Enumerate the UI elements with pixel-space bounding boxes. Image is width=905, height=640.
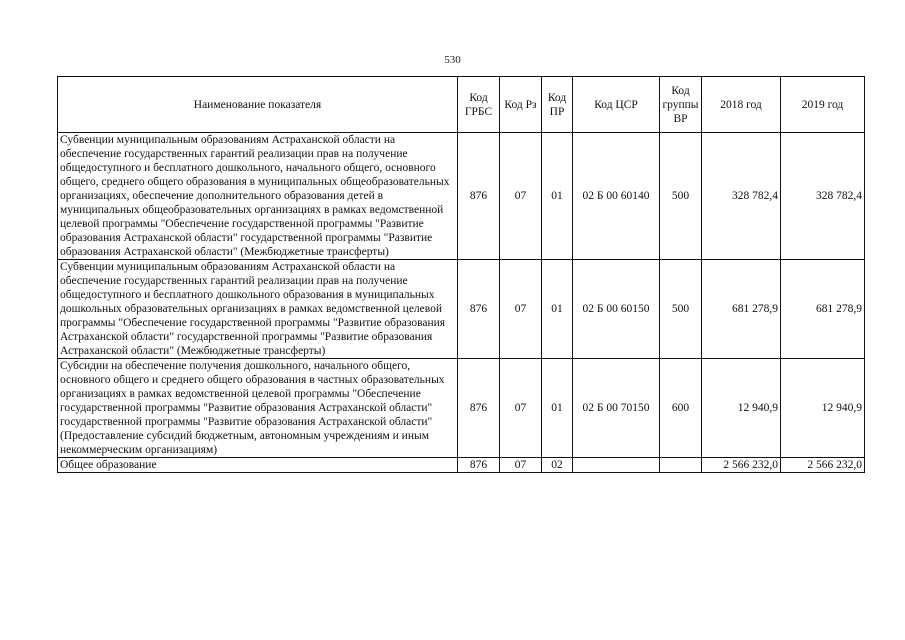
row-vr: 500 (660, 260, 702, 359)
row-2019: 12 940,9 (781, 359, 865, 458)
row-rz: 07 (500, 133, 542, 260)
row-2019: 2 566 232,0 (781, 458, 865, 473)
header-2019: 2019 год (781, 77, 865, 133)
row-2019: 328 782,4 (781, 133, 865, 260)
row-pr: 01 (542, 359, 573, 458)
row-name: Общее образование (58, 458, 458, 473)
row-2018: 681 278,9 (702, 260, 781, 359)
header-2018: 2018 год (702, 77, 781, 133)
row-grbs: 876 (458, 260, 500, 359)
table-header-row (58, 77, 865, 133)
row-2018: 12 940,9 (702, 359, 781, 458)
budget-table (57, 76, 865, 473)
row-name: Субвенции муниципальным образованиям Астраханской области на обеспечение государственных гарантий реализации прав на получение общедоступного и бесплатного дошкольного образования в муниципальных дошкольных образовательных организациях в рамках ведомственной целевой программы "Обеспечение государственной программы "Развитие образования Астраханской области" государственной программы "Развитие образования Астраханской области" (Межбюджетные трансферты) (58, 260, 458, 359)
row-grbs: 876 (458, 458, 500, 473)
header-csr: Код ЦСР (573, 77, 660, 133)
row-csr: 02 Б 00 70150 (573, 359, 660, 458)
header-grbs: Код ГРБС (458, 77, 500, 133)
row-vr: 600 (660, 359, 702, 458)
row-grbs: 876 (458, 359, 500, 458)
row-vr: 500 (660, 133, 702, 260)
row-pr: 01 (542, 260, 573, 359)
header-name: Наименование показателя (58, 77, 458, 133)
header-vr: Код группы ВР (660, 77, 702, 133)
table-row (58, 133, 865, 260)
row-csr (573, 458, 660, 473)
page-number: 530 (444, 54, 461, 66)
row-2018: 328 782,4 (702, 133, 781, 260)
header-pr: Код ПР (542, 77, 573, 133)
row-csr: 02 Б 00 60150 (573, 260, 660, 359)
row-grbs: 876 (458, 133, 500, 260)
row-rz: 07 (500, 359, 542, 458)
row-rz: 07 (500, 260, 542, 359)
row-2019: 681 278,9 (781, 260, 865, 359)
row-2018: 2 566 232,0 (702, 458, 781, 473)
row-rz: 07 (500, 458, 542, 473)
header-rz: Код Рз (500, 77, 542, 133)
table-row-total (58, 458, 865, 473)
row-pr: 01 (542, 133, 573, 260)
table-row (58, 260, 865, 359)
row-vr (660, 458, 702, 473)
table-row (58, 359, 865, 458)
row-csr: 02 Б 00 60140 (573, 133, 660, 260)
row-name: Субсидии на обеспечение получения дошкольного, начального общего, основного общего и среднего общего образования в частных образовательных организациях в рамках ведомственной целевой программы "Обеспечение государственной программы "Развитие образования Астраханской области" государственной программы "Развитие образования Астраханской области" (Предоставление субсидий бюджетным, автономным учреждениям и иным некоммерческим организациям) (58, 359, 458, 458)
row-pr: 02 (542, 458, 573, 473)
row-name: Субвенции муниципальным образованиям Астраханской области на обеспечение государственных гарантий реализации прав на получение общедоступного и бесплатного дошкольного, начального общего, основного общего, среднего общего образования в муниципальных общеобразовательных организациях, обеспечение дополнительного образования детей в муниципальных общеобразовательных организациях в рамках ведомственной целевой программы "Обеспечение государственной программы "Развитие образования Астраханской области" государственной программы "Развитие образования Астраханской области" (Межбюджетные трансферты) (58, 133, 458, 260)
